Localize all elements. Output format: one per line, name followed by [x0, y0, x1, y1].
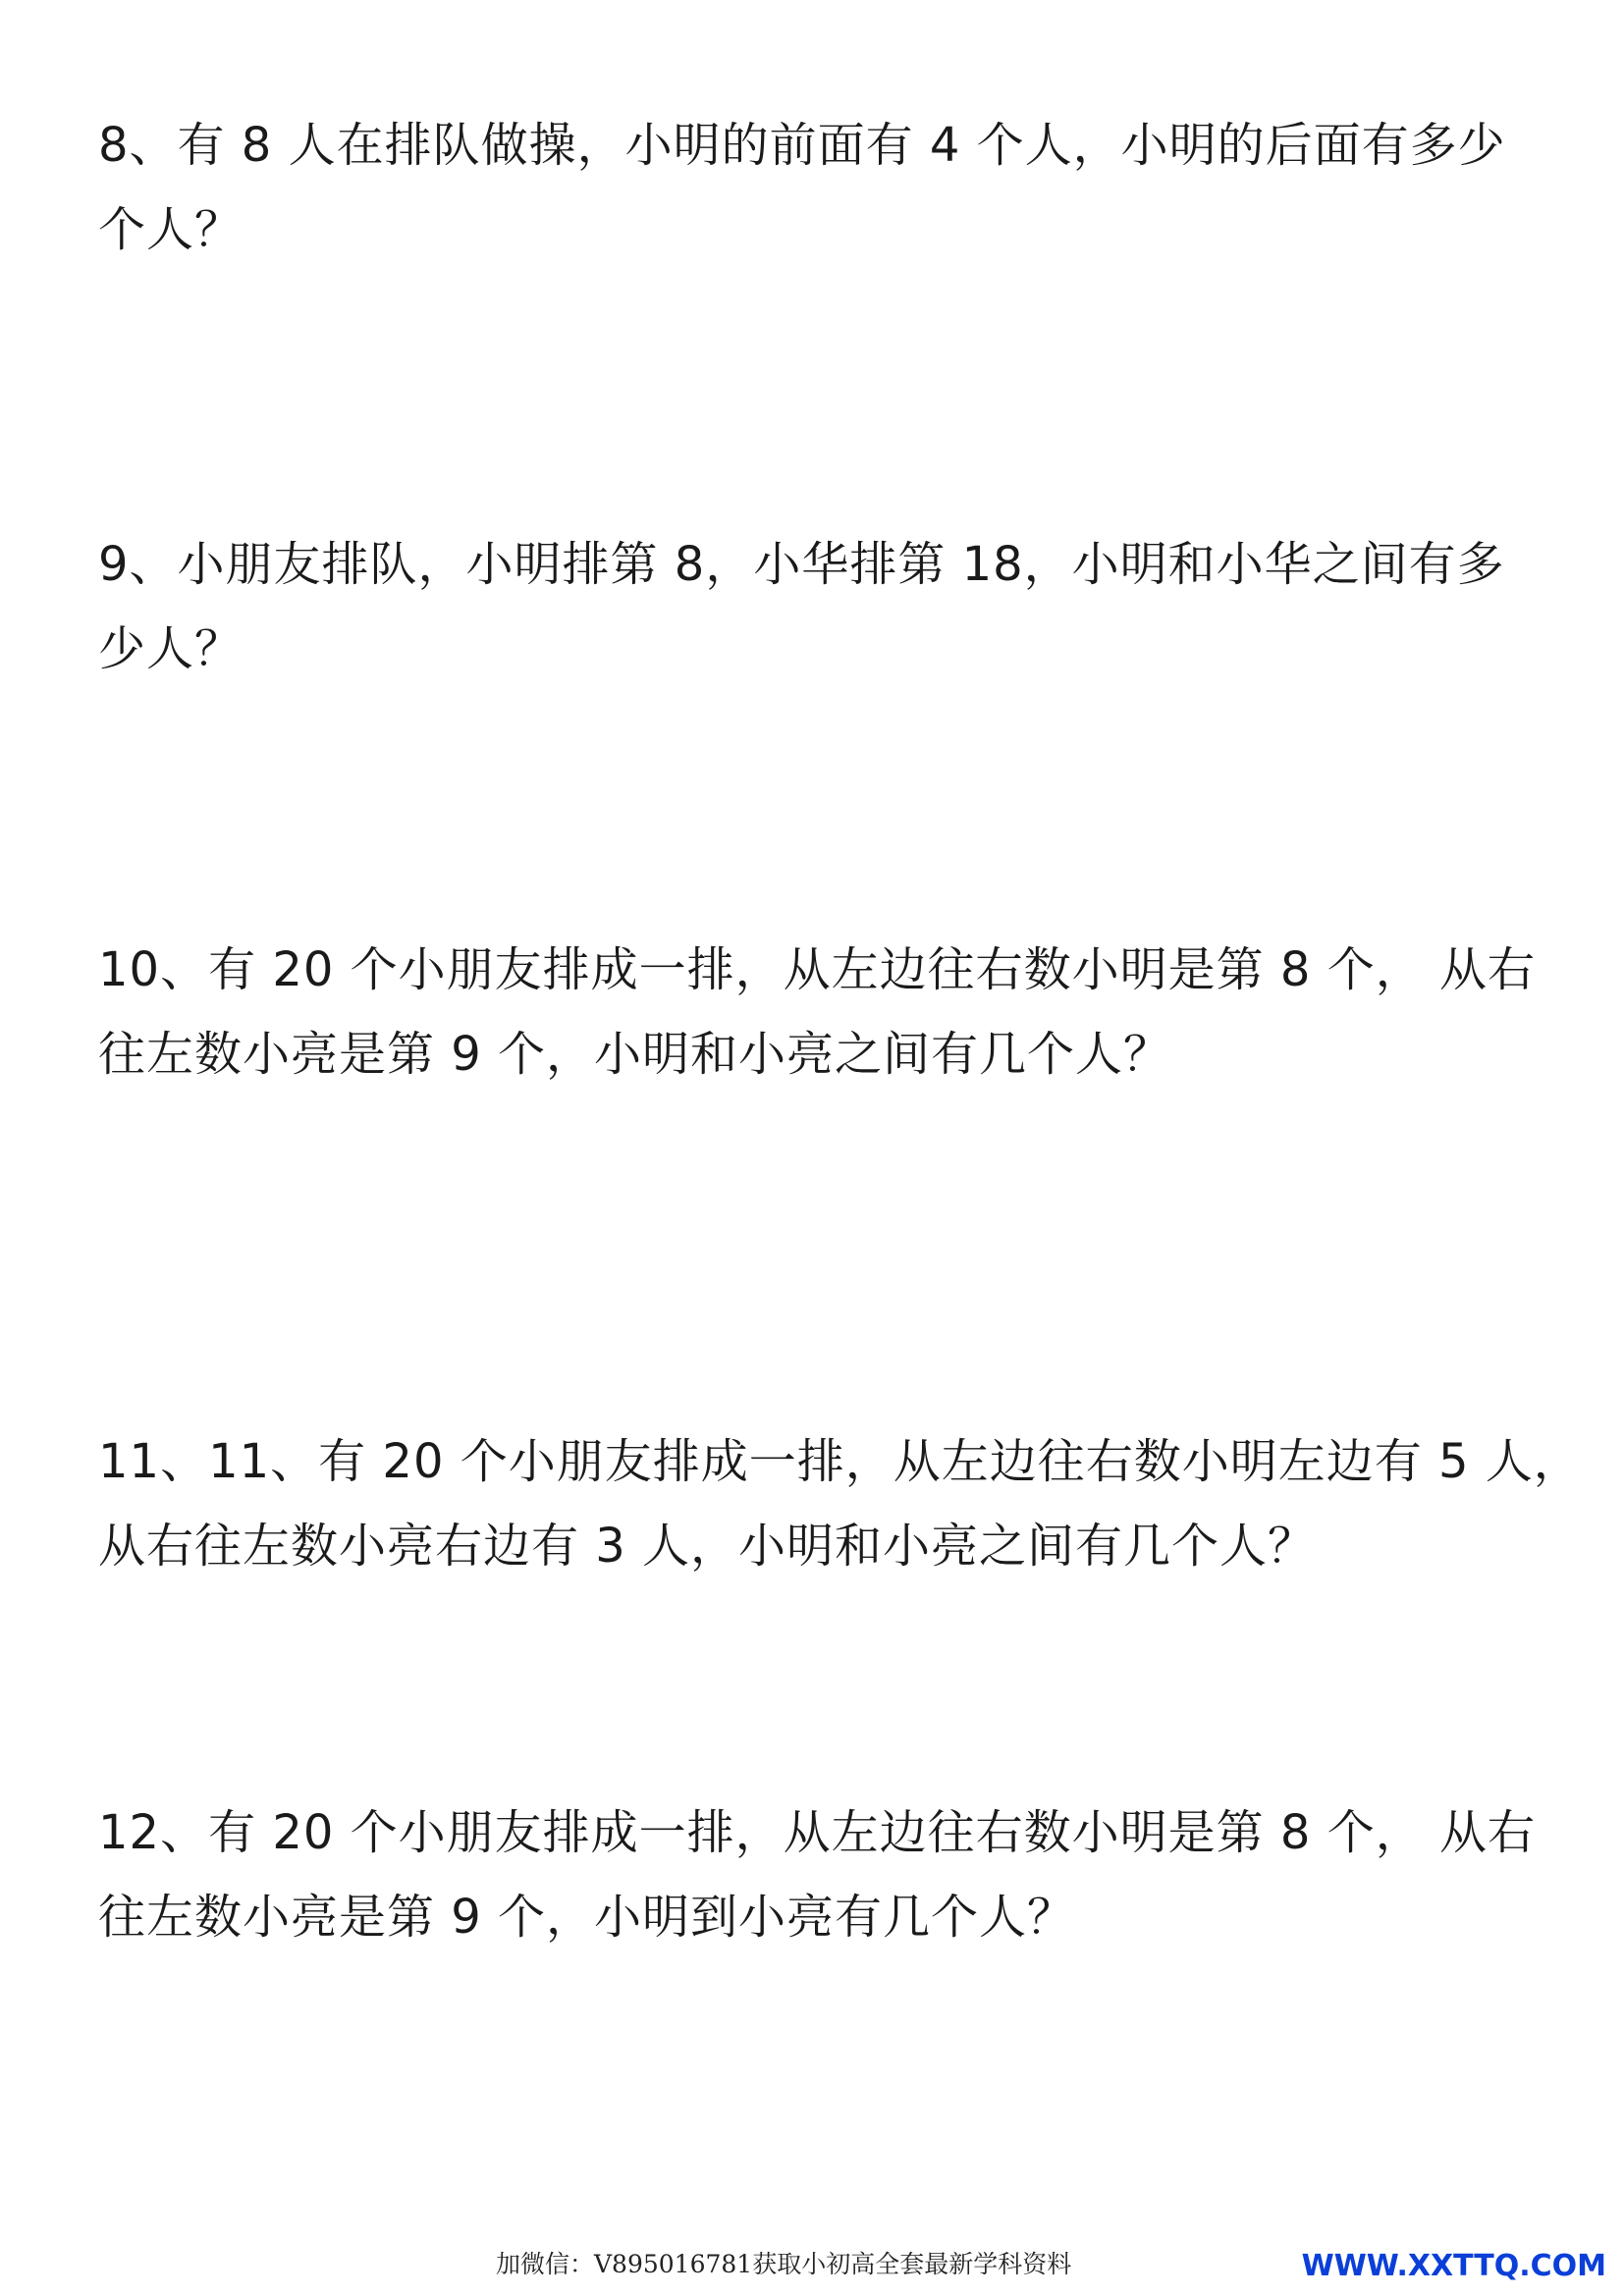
- question-8-line-2: 个人？: [98, 202, 244, 257]
- question-9-line-1: 9、小朋友排队，小明排第 8，小华排第 18，小明和小华之间有多: [98, 537, 1505, 592]
- question-8-line-1: 8、有 8 人在排队做操，小明的前面有 4 个人，小明的后面有多少: [98, 118, 1506, 173]
- question-10: [98, 928, 1536, 1096]
- question-11-line-2: 从右往左数小亮右边有 3 人，小明和小亮之间有几个人？: [98, 1519, 1317, 1574]
- question-12-line-1: 12、有 20 个小朋友排成一排，从左边往右数小明是第 8 个， 从右: [98, 1805, 1536, 1860]
- question-12: [98, 1790, 1536, 1959]
- question-11-line-1: 11、11、有 20 个小朋友排成一排，从左边往右数小明左边有 5 人，: [98, 1434, 1582, 1489]
- question-11: [98, 1419, 1582, 1588]
- footer-website-link[interactable]: WWW.XXTTQ.COM: [1301, 2249, 1606, 2283]
- question-9-line-2: 少人？: [98, 621, 244, 676]
- question-9: [98, 522, 1532, 691]
- question-10-line-2: 往左数小亮是第 9 个，小明和小亮之间有几个人？: [98, 1027, 1172, 1082]
- question-12-line-2: 往左数小亮是第 9 个，小明到小亮有几个人？: [98, 1890, 1076, 1945]
- question-10-line-1: 10、有 20 个小朋友排成一排，从左边往右数小明是第 8 个， 从右: [98, 942, 1536, 997]
- footer-contact-note: 加微信：V895016781获取小初高全套最新学科资料: [496, 2250, 1072, 2278]
- question-8: [98, 103, 1532, 272]
